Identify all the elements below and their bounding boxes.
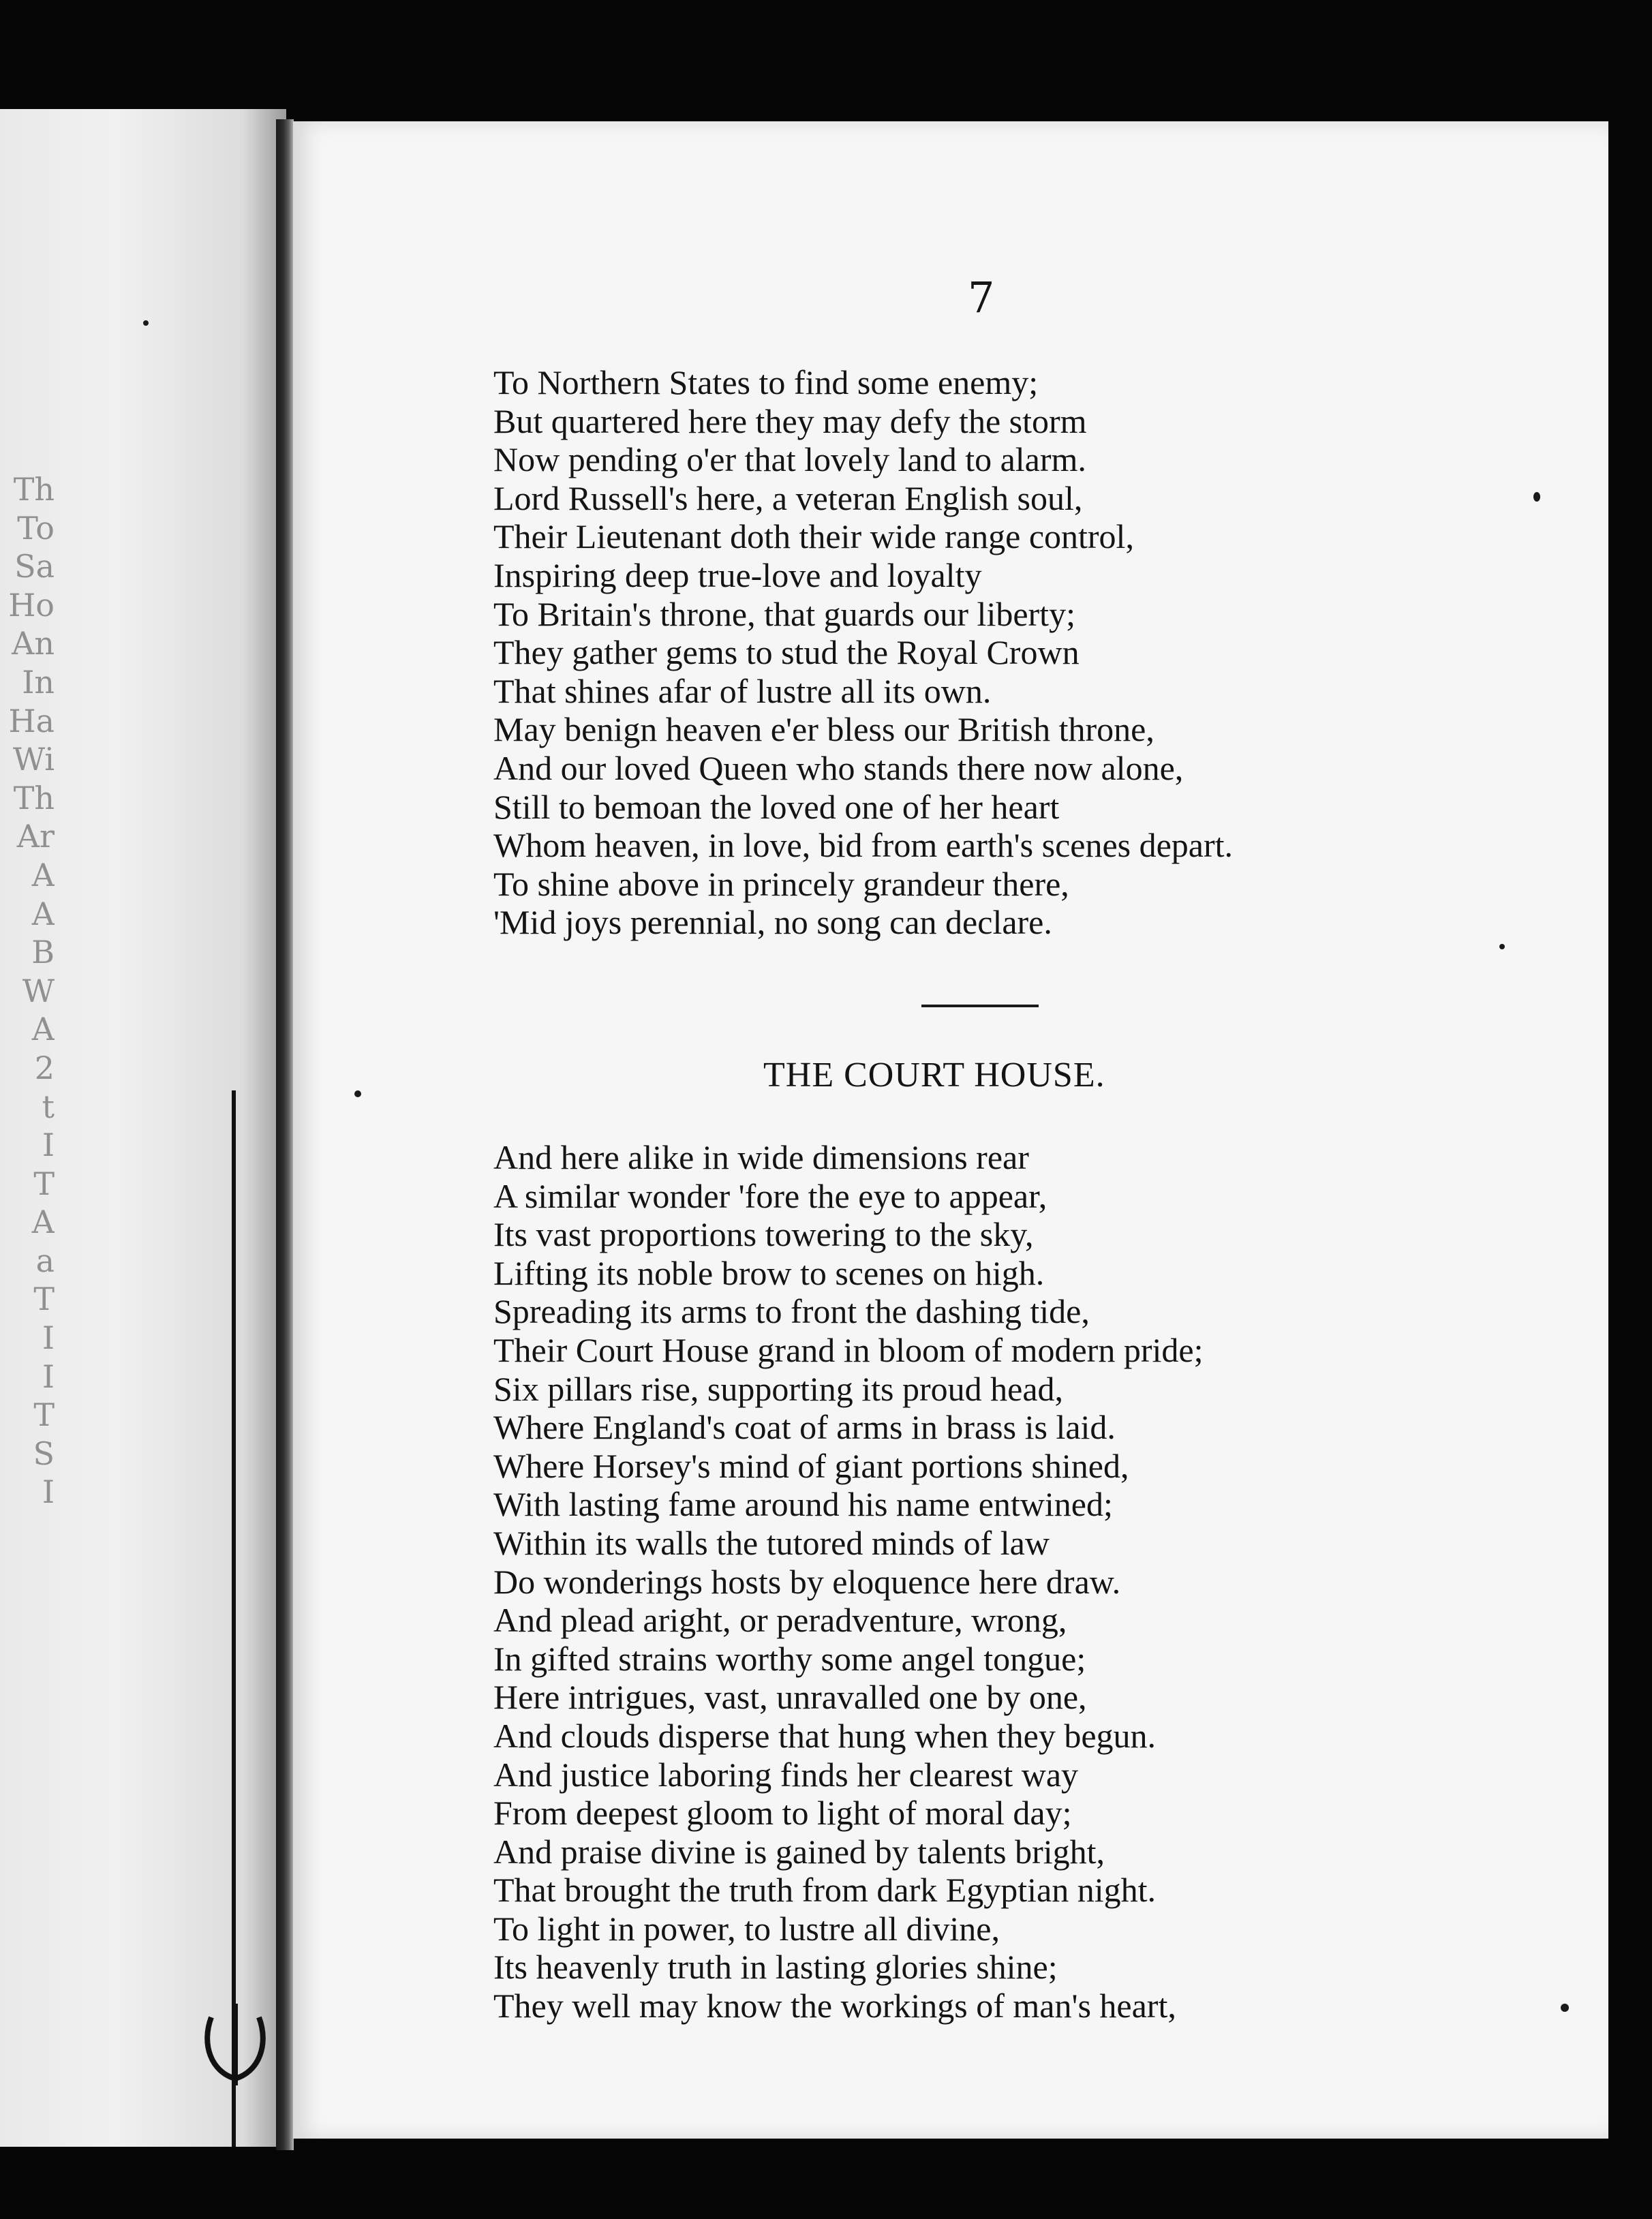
fragment: To xyxy=(17,509,55,547)
poem-line: And here alike in wide dimensions rear xyxy=(493,1138,1029,1176)
poem-line: But quartered here they may defy the storm xyxy=(493,401,1087,440)
fragment: T xyxy=(33,1165,55,1202)
scan-speck xyxy=(1499,944,1505,949)
fragment: I xyxy=(42,1319,55,1357)
poem-line: And our loved Queen who stands there now alone, xyxy=(493,748,1184,787)
binding-thread-mark xyxy=(198,2004,273,2085)
fragment: An xyxy=(12,625,55,662)
fragment: I xyxy=(42,1473,55,1511)
poem-line: Lord Russell's here, a veteran English soul, xyxy=(493,478,1083,517)
fragment: S xyxy=(33,1435,55,1472)
scan-speck xyxy=(143,320,149,326)
scan-speck xyxy=(354,1090,361,1097)
poem-line: And praise divine is gained by talents bright, xyxy=(493,1832,1105,1871)
fragment: a xyxy=(35,1242,55,1279)
fragment: Th xyxy=(13,779,55,816)
poem-line: Their Court House grand in bloom of modern pride; xyxy=(493,1330,1204,1369)
fragment: Wi xyxy=(12,741,55,778)
scan-speck xyxy=(1533,492,1540,502)
fragment: T xyxy=(33,1281,55,1318)
section-heading: THE COURT HOUSE. xyxy=(763,1056,1105,1095)
fragment: Th xyxy=(13,471,55,508)
poem-line: From deepest gloom to light of moral day; xyxy=(493,1794,1072,1833)
fragment: A xyxy=(31,895,55,932)
poem-line: Where England's coat of arms in brass is laid. xyxy=(493,1408,1116,1447)
fragment: B xyxy=(31,934,55,971)
poem-line: With lasting fame around his name entwined; xyxy=(493,1485,1113,1524)
poem-line: To Britain's throne, that guards our liberty; xyxy=(493,594,1075,633)
poem-line: To light in power, to lustre all divine, xyxy=(493,1909,1000,1948)
binding-shadow-stroke xyxy=(232,1090,236,2147)
poem-line: Now pending o'er that lovely land to alarm. xyxy=(493,440,1086,479)
poem-line: Spreading its arms to front the dashing tide, xyxy=(493,1292,1090,1331)
poem-line: In gifted strains worthy some angel tongue; xyxy=(493,1639,1086,1678)
page-number: 7 xyxy=(968,273,995,322)
fragment: t xyxy=(42,1088,55,1125)
fragment: A xyxy=(31,1011,55,1048)
poem-line: And justice laboring finds her clearest way xyxy=(493,1755,1079,1794)
poem-line: Lifting its noble brow to scenes on high. xyxy=(493,1253,1045,1292)
poem-line: And clouds disperse that hung when they begun. xyxy=(493,1716,1157,1755)
fragment: A xyxy=(31,856,55,893)
fragment: 2 xyxy=(34,1049,55,1086)
poem-line: To shine above in princely grandeur there, xyxy=(493,864,1069,903)
poem-line: Where Horsey's mind of giant portions shined, xyxy=(493,1446,1129,1485)
poem-stanza-2 xyxy=(493,1138,1203,2025)
poem-line: Six pillars rise, supporting its proud head, xyxy=(493,1369,1064,1408)
poem-line: Whom heaven, in love, bid from earth's scenes depart. xyxy=(493,826,1234,865)
fragment: Ar xyxy=(16,818,55,855)
poem-line: They gather gems to stud the Royal Crown xyxy=(493,633,1080,672)
poem-line: A similar wonder 'fore the eye to appear, xyxy=(493,1176,1047,1215)
fragment: Ha xyxy=(8,702,55,739)
poem-line: Their Lieutenant doth their wide range control, xyxy=(493,517,1134,556)
fragment: I xyxy=(42,1358,55,1395)
poem-line: Inspiring deep true-love and loyalty xyxy=(493,555,982,594)
poem-line: 'Mid joys perennial, no song can declare. xyxy=(493,903,1052,942)
poem-line: Its heavenly truth in lasting glories shine; xyxy=(493,1948,1058,1987)
previous-page-edge xyxy=(0,109,286,2147)
section-divider xyxy=(921,1005,1039,1007)
poem-line: Do wonderings hosts by eloquence here draw. xyxy=(493,1562,1121,1601)
poem-line: May benign heaven e'er bless our British throne, xyxy=(493,710,1154,749)
book-binding-gutter xyxy=(276,119,294,2150)
fragment: Sa xyxy=(14,548,55,585)
poem-line: That shines afar of lustre all its own. xyxy=(493,671,992,710)
fragment: In xyxy=(22,663,55,701)
poem-line: And plead aright, or peradventure, wrong, xyxy=(493,1601,1067,1640)
fragment: A xyxy=(31,1204,55,1241)
poem-line: Within its walls the tutored minds of law xyxy=(493,1523,1050,1562)
poem-line: They well may know the workings of man's heart, xyxy=(493,1987,1176,2025)
fragment: T xyxy=(33,1396,55,1434)
poem-line: Still to bemoan the loved one of her heart xyxy=(493,787,1060,826)
fragment: I xyxy=(42,1127,55,1164)
poem-line: Here intrigues, vast, unravalled one by one, xyxy=(493,1678,1087,1717)
poem-line: Its vast proportions towering to the sky, xyxy=(493,1215,1034,1254)
scan-speck xyxy=(1561,2004,1569,2012)
previous-page-text-fragments xyxy=(0,470,55,1512)
poem-line: To Northern States to find some enemy; xyxy=(493,363,1039,401)
poem-stanza-1 xyxy=(493,363,1233,942)
poem-line: That brought the truth from dark Egyptian night. xyxy=(493,1871,1157,1910)
fragment: Ho xyxy=(8,586,55,624)
fragment: W xyxy=(22,972,55,1009)
